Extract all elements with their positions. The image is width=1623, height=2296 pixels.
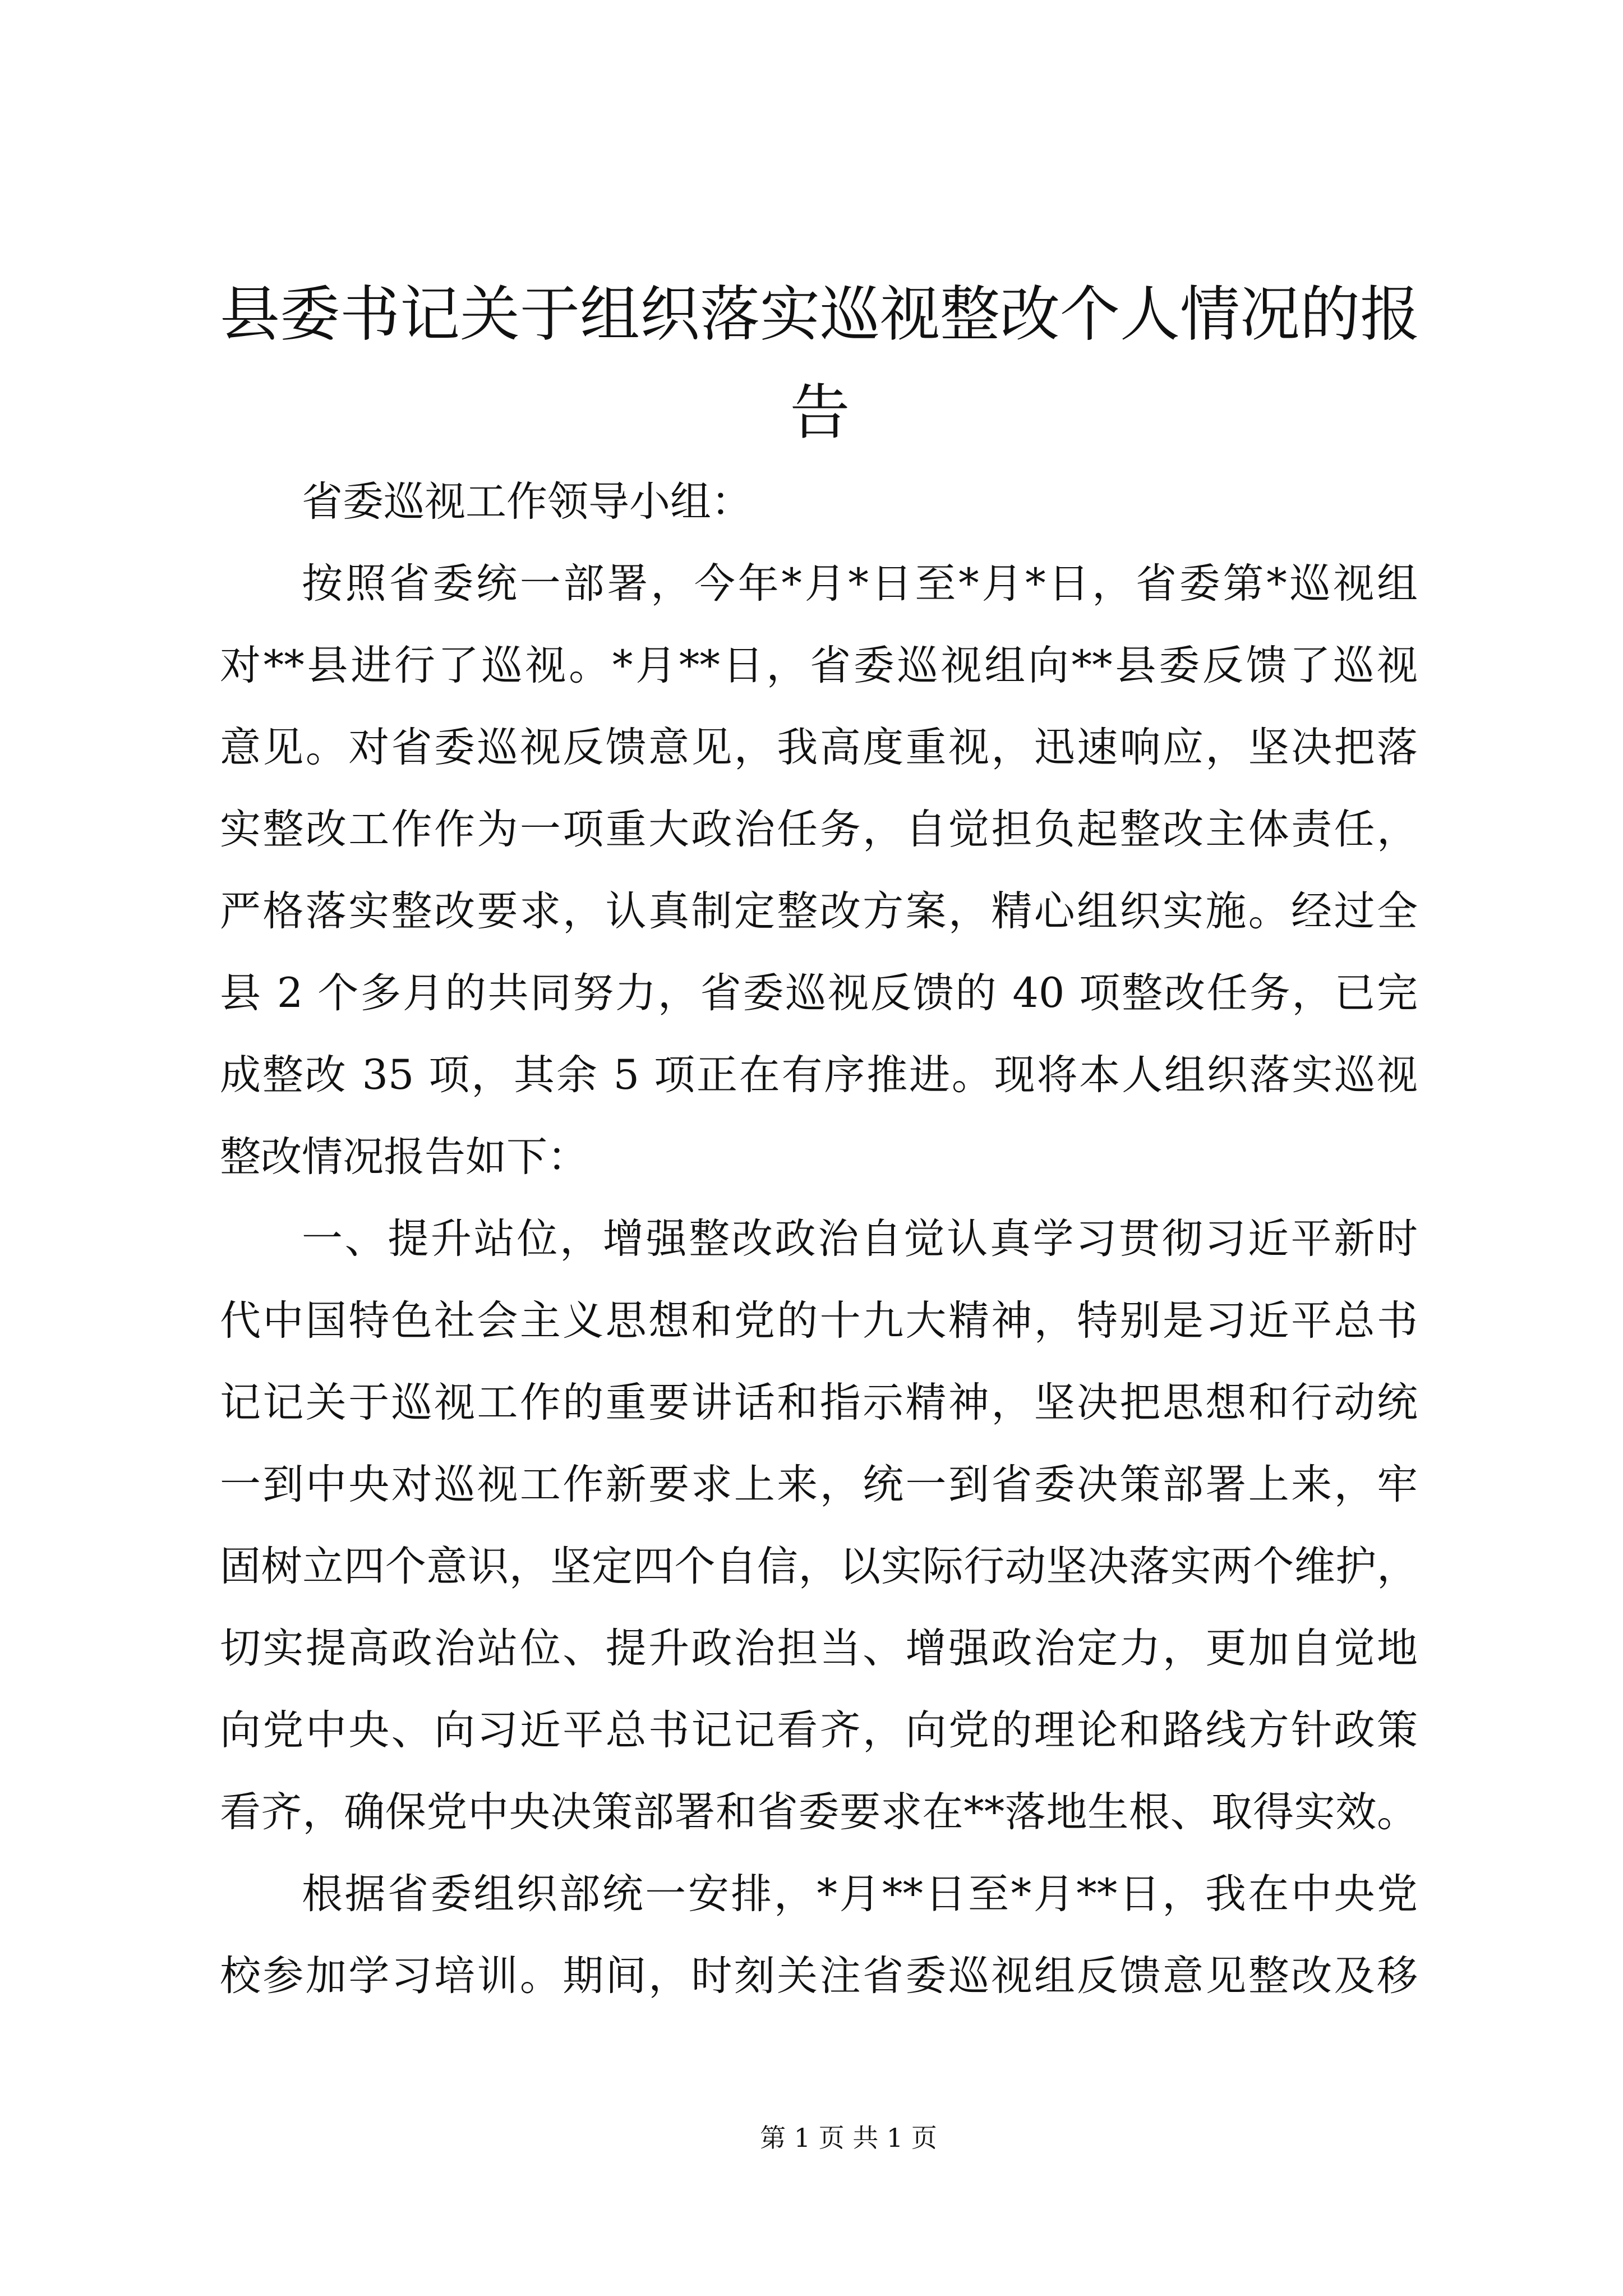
paragraph-line: 代中国特色社会主义思想和党的十九大精神，特别是习近平总书 xyxy=(220,1297,1418,1345)
paragraph-line: 看齐，确保党中央决策部署和省委要求在**落地生根、取得实效。 xyxy=(220,1788,1418,1836)
salutation: 省委巡视工作领导小组： xyxy=(302,478,752,526)
paragraph-line: 对**县进行了巡视。*月**日，省委巡视组向**县委反馈了巡视 xyxy=(220,642,1418,689)
paragraph-line: 根据省委组织部统一安排，*月**日至*月**日，我在中央党 xyxy=(302,1870,1418,1918)
paragraph-line: 切实提高政治站位、提升政治担当、增强政治定力，更加自觉地 xyxy=(220,1625,1418,1672)
paragraph-line: 严格落实整改要求，认真制定整改方案，精心组织实施。经过全 xyxy=(220,887,1418,935)
paragraph-line: 按照省委统一部署，今年*月*日至*月*日，省委第*巡视组 xyxy=(302,560,1418,608)
page-footer: 第 1 页 共 1 页 xyxy=(760,2123,937,2153)
paragraph-line: 向党中央、向习近平总书记记看齐，向党的理论和路线方针政策 xyxy=(220,1706,1418,1754)
paragraph-training xyxy=(220,1853,1418,2017)
paragraph-line: 校参加学习培训。期间，时刻关注省委巡视组反馈意见整改及移 xyxy=(220,1952,1418,2000)
paragraph-line: 一、提升站位，增强整改政治自觉认真学习贯彻习近平新时 xyxy=(302,1215,1418,1263)
paragraph-line: 固树立四个意识，坚定四个自信，以实际行动坚决落实两个维护， xyxy=(220,1543,1418,1590)
paragraph-line: 整改情况报告如下： xyxy=(220,1133,588,1181)
paragraph-section-one xyxy=(220,1198,1418,1853)
paragraph-line: 记记关于巡视工作的重要讲话和指示精神，坚决把思想和行动统 xyxy=(220,1379,1418,1427)
paragraph-line: 意见。对省委巡视反馈意见，我高度重视，迅速响应，坚决把落 xyxy=(220,724,1418,771)
paragraph-line: 实整改工作作为一项重大政治任务，自觉担负起整改主体责任， xyxy=(220,806,1418,853)
document-body xyxy=(220,461,1418,2017)
paragraph-line: 一到中央对巡视工作新要求上来，统一到省委决策部署上来，牢 xyxy=(220,1461,1418,1508)
document-title: 县委书记关于组织落实巡视整改个人情况的报告 xyxy=(219,280,1420,448)
paragraph-line: 县 2 个多月的共同努力，省委巡视反馈的 40 项整改任务，已完 xyxy=(220,969,1418,1017)
paragraph-intro xyxy=(220,543,1418,1198)
paragraph-line: 成整改 35 项，其余 5 项正在有序推进。现将本人组织落实巡视 xyxy=(220,1051,1418,1099)
